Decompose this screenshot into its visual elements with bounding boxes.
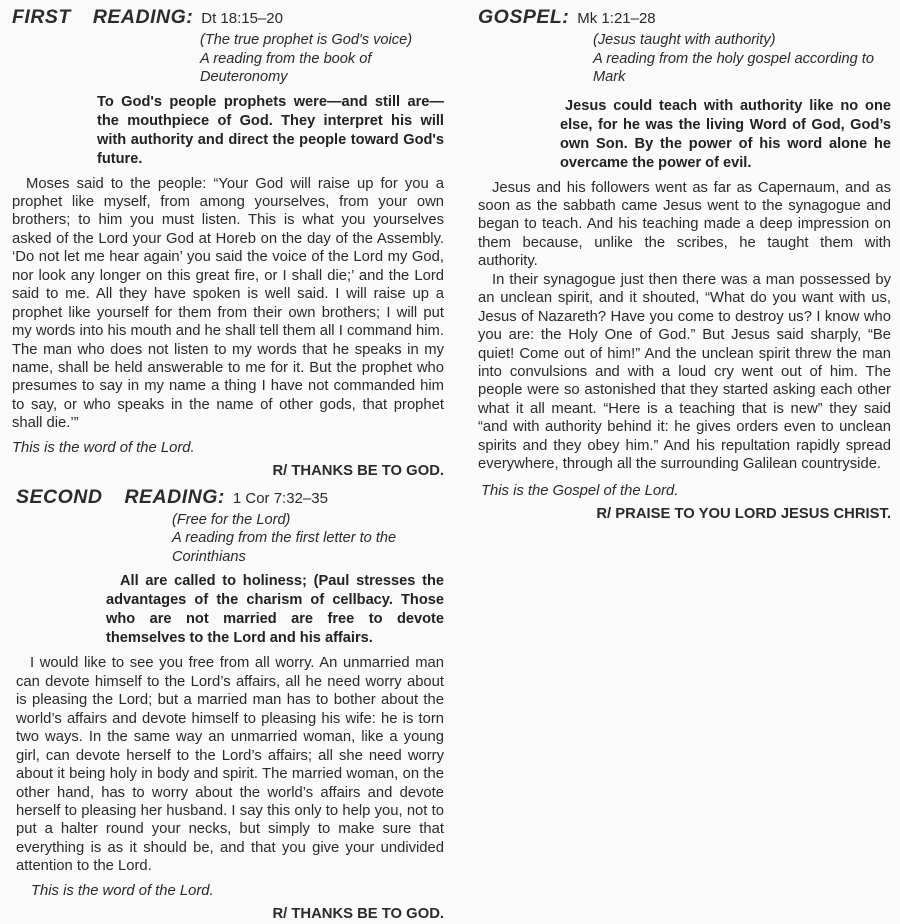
first-reading-heading: [12, 5, 444, 31]
reading-body: [12, 175, 444, 433]
reading-summary: All are called to holiness; (Paul stresses the advantages of the charism of cellbacy. Those who are not married are free to devote themselves to the Lord and his affairs.: [106, 573, 444, 647]
gospel-heading: [478, 5, 891, 31]
reading-source: A reading from the book of Deuteronomy: [200, 50, 372, 85]
reading-closing: This is the word of the Lord.: [31, 882, 214, 899]
body-paragraph: Jesus and his followers went as far as Capernaum, and as soon as the sabbath came Jesus went to the synagogue and began to teach. And his teaching made a deep impression on them because, unlike the scribes, he taught them with authority.: [478, 179, 891, 270]
heading-word: READING:: [92, 6, 194, 28]
reading-theme: (Jesus taught with authority): [593, 32, 776, 48]
reading-summary: To God's people prophets were—and still are—the mouthpiece of God. They interpret his will with authority and direct the people toward God's future.: [97, 93, 444, 167]
reading-body: [478, 179, 891, 474]
reading-closing: This is the word of the Lord.: [12, 439, 195, 456]
heading-word: GOSPEL:: [478, 6, 570, 28]
reading-closing: This is the Gospel of the Lord.: [481, 482, 679, 499]
heading-word: FIRST: [12, 6, 71, 28]
reading-theme: (Free for the Lord): [172, 511, 291, 528]
body-paragraph: Moses said to the people: “Your God will raise up for you a prophet like myself, from among yourselves, from your own brothers; to him you must listen. This is what you yourselves asked of the Lord your God at Horeb on the day of the Assembly. ‘Do not let me hear again’ you said the voice of the Lord my God, nor look any longer on this great fire, or I shall die;’ and the Lord said to me. All they have spoken is well said. I will raise up a prophet like yourself for them from their own brothers; I will put my words into his mouth and he shall tell them all I command him. The man who does not listen to my words that he speaks in my name, shall be held answerable to me for it. But the prophet who presumes to say in my name a thing I have not commanded him to say, or who speaks in the name of other gods, that prophet shall die.’”: [12, 175, 444, 432]
scripture-reference: 1 Cor 7:32–35: [232, 489, 328, 507]
heading-word: SECOND: [16, 485, 103, 508]
heading-word: READING:: [124, 485, 225, 508]
body-paragraph: In their synagogue just then there was a man possessed by an unclean spirit, and it shouted, “What do you want with us, Jesus of Nazareth? Have you come to destroy us? I know who you are: the Holy One of God.” But Jesus said sharply, “Be quiet! Come out of him!” And the unclean spirit threw the man into convulsions and with a loud cry went out of him. The people were so astonished that they started asking each other what it all meant. “Here is a teaching that is new” they said “and with authority behind it: he gives orders even to unclean spirits and they obey him.” And his repultation rapidly spread everywhere, through all the surrounding Galilean countryside.: [478, 271, 891, 473]
reading-summary: Jesus could teach with authority like no one else, for he was the living Word of God, God’s own Son. By the power of his word alone he overcame the power of evil.: [560, 97, 891, 171]
body-paragraph: I would like to see you free from all worry. An unmarried man can devote himself to the Lord’s affairs, all he need worry about is pleasing the Lord; but a married man has to bother about the world’s affairs and devote himself to pleasing his wife: he is torn two ways. In the same way an unmarried woman, like a young girl, can devote herself to the Lord’s affairs; all she need worry about it being holy in body and spirit. The married woman, on the other hand, has to worry about the world’s affairs and devote herself to pleasing her husband. I say this only to help you, not to put a halter round your necks, but simply to make sure that everything is as it should be, and that you give your undivided attention to the Lord.: [16, 655, 444, 875]
scripture-reference: Mk 1:21–28: [577, 10, 656, 27]
left-column: [12, 5, 444, 924]
reading-response: R/ THANKS BE TO GOD.: [272, 463, 444, 480]
second-reading-heading: [16, 485, 444, 511]
reading-theme: (The true prophet is God's voice): [200, 32, 413, 48]
reading-source: A reading from the first letter to the Corinthians: [172, 530, 397, 565]
reading-source: A reading from the holy gospel according to Mark: [593, 50, 874, 85]
reading-response: R/ THANKS BE TO GOD.: [272, 906, 444, 923]
scripture-reference: Dt 18:15–20: [201, 10, 283, 27]
right-column: [478, 5, 891, 524]
reading-body: [16, 654, 444, 875]
reading-response: R/ PRAISE TO YOU LORD JESUS CHRIST.: [596, 506, 891, 523]
